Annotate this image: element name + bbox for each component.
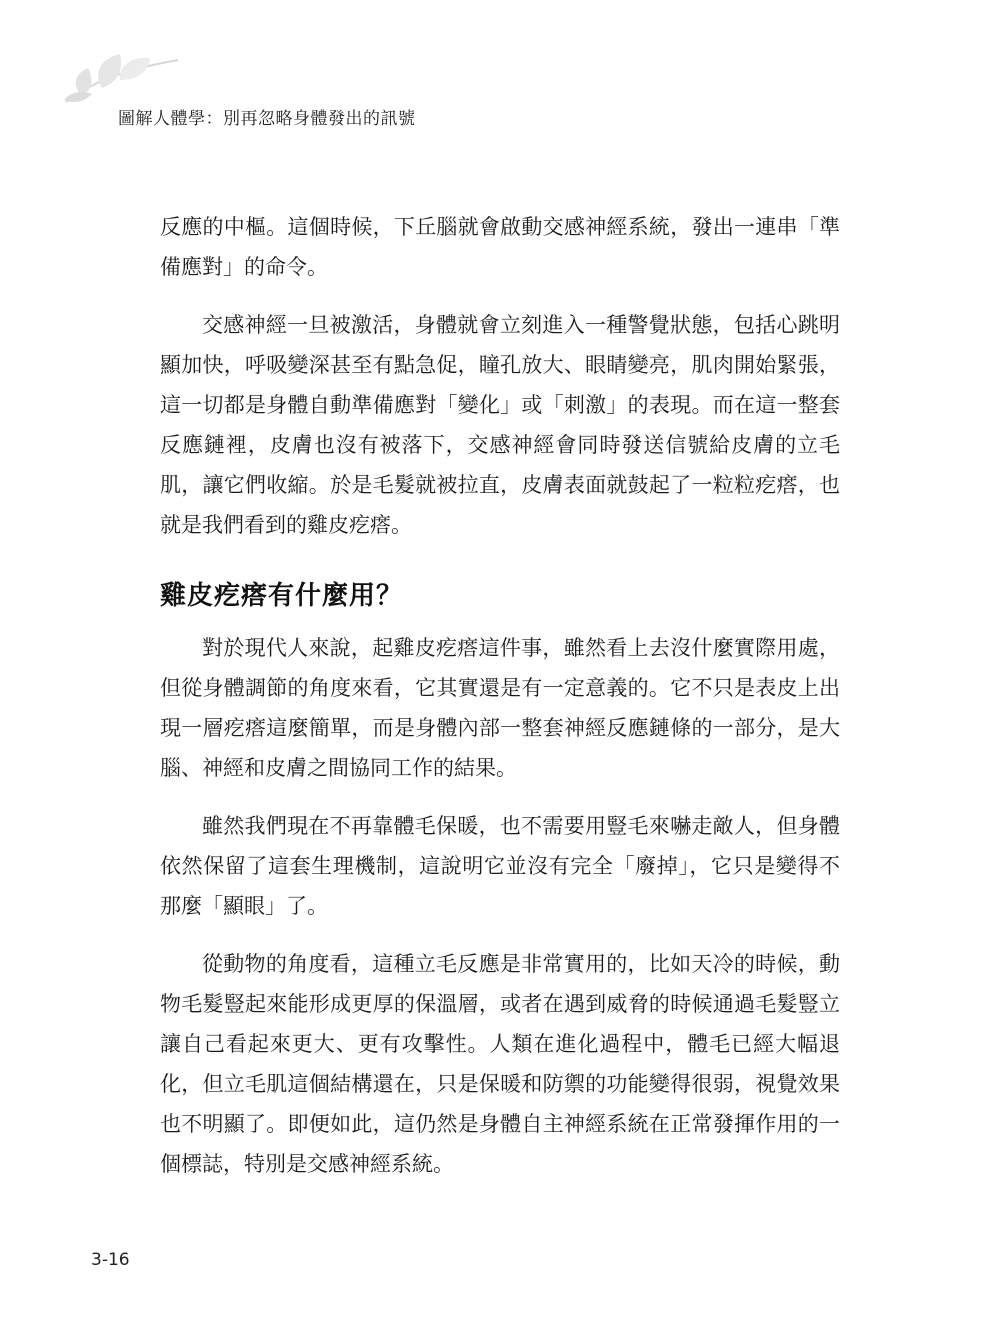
paragraph: 從動物的角度看，這種立毛反應是非常實用的，比如天冷的時候，動物毛髮豎起來能形成更厚的保溫層，或者在遇到威脅的時候通過毛髮豎立讓自己看起來更大、更有攻擊性。人類在進化過程中，體毛已經大幅退化，但立毛肌這個結構還在，只是保暖和防禦的功能變得很弱，視覺效果也不明顯了。即便如此，這仍然是身體自主神經系統在正常發揮作用的一個標誌，特別是交感神經系統。 — [160, 952, 840, 1176]
page-number: 3-16 — [91, 1250, 130, 1270]
section-heading: 雞皮疙瘩有什麼用？ — [160, 581, 404, 611]
body-text — [160, 207, 840, 1202]
running-header-title: 圖解人體學：別再忽略身體發出的訊號 — [118, 109, 416, 129]
paragraph: 反應的中樞。這個時候，下丘腦就會啟動交感神經系統，發出一連串「準備應對」的命令。 — [160, 215, 840, 279]
leaf-ornament-icon — [62, 52, 182, 108]
paragraph: 對於現代人來說，起雞皮疙瘩這件事，雖然看上去沒什麼實際用處，但從身體調節的角度來看，它其實還是有一定意義的。它不只是表皮上出現一層疙瘩這麼簡單，而是身體內部一整套神經反應鏈條的一部分，是大腦、神經和皮膚之間協同工作的結果。 — [160, 636, 840, 780]
paragraph: 交感神經一旦被激活，身體就會立刻進入一種警覺狀態，包括心跳明顯加快，呼吸變深甚至有點急促，瞳孔放大、眼睛變亮，肌肉開始緊張，這一切都是身體自動準備應對「變化」或「刺激」的表現。而在這一整套反應鏈裡，皮膚也沒有被落下，交感神經會同時發送信號給皮膚的立毛肌，讓它們收縮。於是毛髮就被拉直，皮膚表面就鼓起了一粒粒疙瘩，也就是我們看到的雞皮疙瘩。 — [160, 313, 840, 537]
paragraph: 雖然我們現在不再靠體毛保暖，也不需要用豎毛來嚇走敵人，但身體依然保留了這套生理機制，這說明它並沒有完全「廢掉」，它只是變得不那麼「顯眼」了。 — [160, 814, 840, 918]
